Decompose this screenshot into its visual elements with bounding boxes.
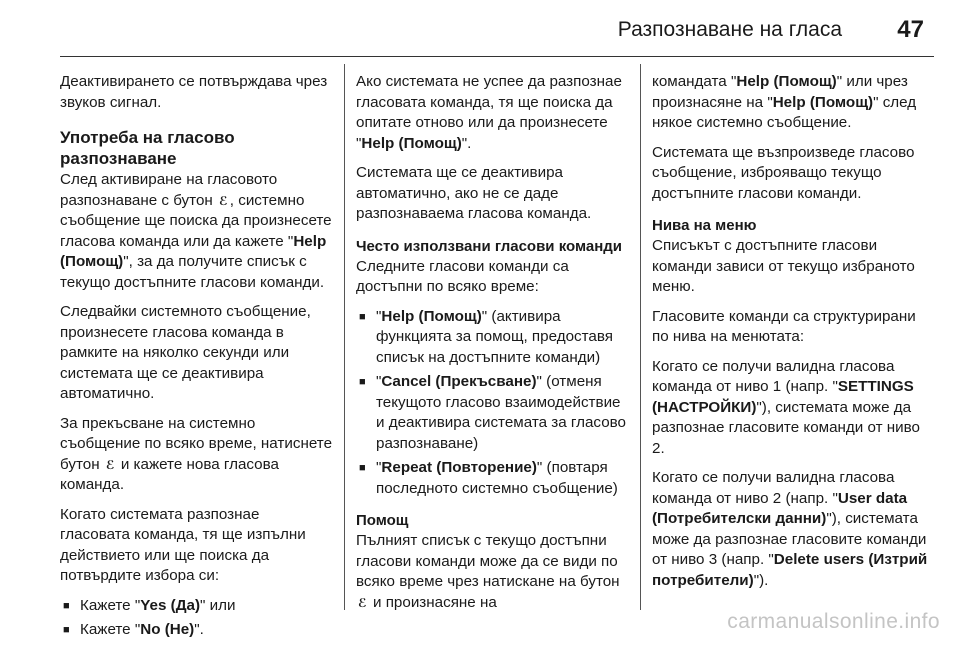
section-heading: Нива на меню [652,217,757,234]
list-item: ■ Кажете "No (Не)". [60,620,332,641]
paragraph: командата "Help (Помощ)" или чрез произнасяне на "Help (Помощ)" след някое системно съобщение. [652,73,917,131]
column-3 [652,72,928,600]
list-item: ■ "Cancel (Прекъсване)" (отменя текущото гласово взаимодействие и деактивира системата за гласово разпознаване) [356,372,628,454]
voice-control-icon: ℰ [105,457,115,472]
voice-control-icon: ℰ [358,595,367,610]
paragraph: След активиране на гласовото разпознаване с бутон ℰ , системно съобщение ще поиска да произнесете гласова команда или да кажете "Help (Помощ)", за да получите списък с текущо достъпните гласови команди. [60,171,332,291]
option-list [60,596,332,641]
paragraph: Ако системата не успее да разпознае гласовата команда, тя ще поиска да опитате отново или да произнесете "Help (Помощ)". [356,73,622,152]
list-item: ■ "Repeat (Повторение)" (повтаря последното системно съобщение) [356,458,628,499]
paragraph: Следвайки системното съобщение, произнесете гласова команда в рамките на няколко секунди или системата ще се деактивира автоматично. [60,303,311,402]
page-title: Разпознаване на гласа [617,18,842,41]
page-header [0,0,960,56]
watermark: carmanualsonline.info [727,610,940,633]
paragraph: Когато системата разпознае гласовата команда, тя ще изпълни действието или ще поиска да потвърдите избора си: [60,505,306,584]
column-divider [344,64,345,610]
paragraph: Гласовите команди са структурирани по нива на менютата: [652,307,916,345]
list-item: ■ Кажете "Yes (Да)" или [60,596,332,617]
section-heading: Помощ [356,512,409,529]
paragraph: Списъкът с достъпните гласови команди зависи от текущо избраното меню. [652,237,915,295]
paragraph: Следните гласови команди са достъпни по всяко време: [356,257,569,295]
command-list [356,307,628,500]
paragraph: Пълният списък с текущо достъпни гласови команди може да се види по всяко време чрез натискане на бутон ℰ и произнасяне на [356,531,628,613]
column-divider [640,64,641,610]
voice-control-icon: ℰ [219,193,228,208]
paragraph: Системата ще се деактивира автоматично, ако не се даде разпознаваема гласова команда. [356,164,592,222]
section-heading: Често използвани гласови команди [356,237,623,255]
paragraph: Деактивирането се потвърждава чрез звуков сигнал. [60,73,328,111]
paragraph: Когато се получи валидна гласова команда от ниво 2 (напр. "User data (Потребителски данни)"), системата може да разпознае гласовите команди от ниво 3 (напр. "Delete users (Изтрий потребители)"). [652,469,928,589]
column-2 [356,72,628,613]
list-item: ■ "Help (Помощ)" (активира функцията за помощ, предоставя списък на достъпните команди) [356,307,628,369]
column-1 [60,72,332,649]
page-number: 47 [897,16,924,43]
paragraph: Системата ще възпроизведе гласово съобщение, изброяващо текущо достъпните гласови команди. [652,143,915,202]
paragraph: За прекъсване на системно съобщение по всяко време, натиснете бутон ℰ и кажете нова гласова команда. [60,414,333,493]
paragraph: Когато се получи валидна гласова команда от ниво 1 (напр. "SETTINGS (НАСТРОЙКИ)"), системата може да разпознае гласовите команди от ниво 2. [652,357,920,457]
section-heading: Употреба на гласово разпознаване [60,128,235,168]
header-divider [60,56,934,57]
